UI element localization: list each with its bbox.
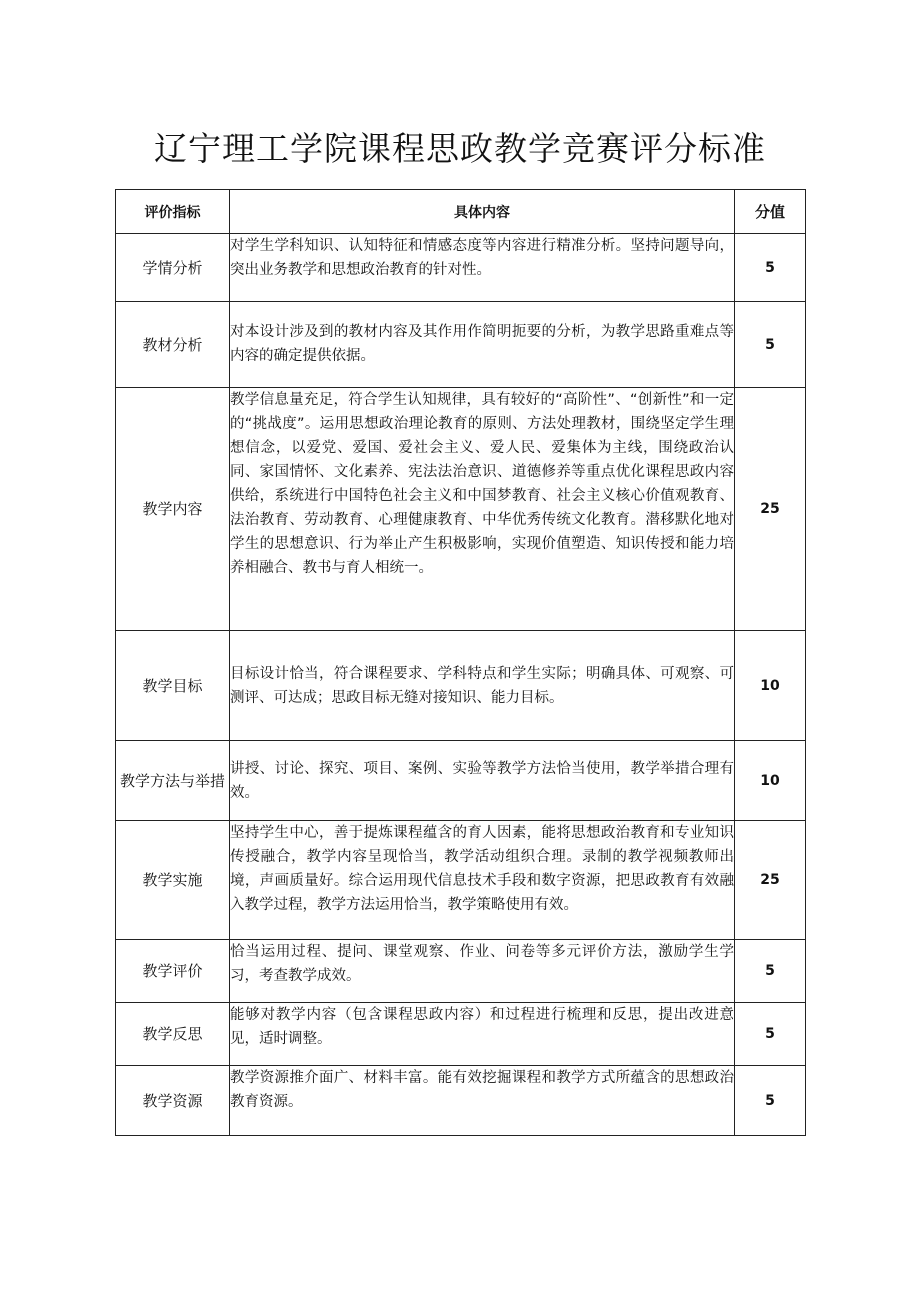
row-score: 5 bbox=[735, 1003, 806, 1066]
header-score: 分值 bbox=[735, 190, 806, 234]
scoring-table bbox=[115, 189, 806, 1136]
page-title: 辽宁理工学院课程思政教学竞赛评分标准 bbox=[154, 129, 766, 168]
row-indicator: 教学反思 bbox=[116, 1003, 230, 1066]
row-indicator: 教材分析 bbox=[116, 302, 230, 388]
row-score: 25 bbox=[735, 388, 806, 631]
row-indicator: 教学内容 bbox=[116, 388, 230, 631]
row-indicator: 教学资源 bbox=[116, 1066, 230, 1136]
row-content: 坚持学生中心，善于提炼课程蕴含的育人因素，能将思想政治教育和专业知识传授融合，教学内容呈现恰当，教学活动组织合理。录制的教学视频教师出境，声画质量好。综合运用现代信息技术手段和数字资源，把思政教育有效融入教学过程，教学方法运用恰当，教学策略使用有效。 bbox=[230, 821, 735, 940]
table-row bbox=[116, 940, 806, 1003]
table-row bbox=[116, 1003, 806, 1066]
row-indicator: 学情分析 bbox=[116, 234, 230, 302]
row-indicator: 教学评价 bbox=[116, 940, 230, 1003]
row-content: 对学生学科知识、认知特征和情感态度等内容进行精准分析。坚持问题导向，突出业务教学和思想政治教育的针对性。 bbox=[230, 234, 735, 302]
table-row bbox=[116, 234, 806, 302]
table-row bbox=[116, 631, 806, 741]
row-content: 目标设计恰当，符合课程要求、学科特点和学生实际；明确具体、可观察、可测评、可达成；思政目标无缝对接知识、能力目标。 bbox=[230, 631, 735, 741]
row-score: 5 bbox=[735, 940, 806, 1003]
row-score: 5 bbox=[735, 302, 806, 388]
table-row bbox=[116, 1066, 806, 1136]
row-indicator: 教学实施 bbox=[116, 821, 230, 940]
header-content: 具体内容 bbox=[230, 190, 735, 234]
row-indicator: 教学目标 bbox=[116, 631, 230, 741]
table-row bbox=[116, 821, 806, 940]
row-content: 能够对教学内容（包含课程思政内容）和过程进行梳理和反思，提出改进意见，适时调整。 bbox=[230, 1003, 735, 1066]
table-header-row bbox=[116, 190, 806, 234]
row-score: 5 bbox=[735, 1066, 806, 1136]
row-score: 10 bbox=[735, 741, 806, 821]
row-content: 恰当运用过程、提问、课堂观察、作业、问卷等多元评价方法，激励学生学习，考查教学成效。 bbox=[230, 940, 735, 1003]
header-indicator: 评价指标 bbox=[116, 190, 230, 234]
row-score: 5 bbox=[735, 234, 806, 302]
table-row bbox=[116, 741, 806, 821]
row-content: 教学信息量充足，符合学生认知规律，具有较好的“高阶性”、“创新性”和一定的“挑战度”。运用思想政治理论教育的原则、方法处理教材，围绕坚定学生理想信念，以爱党、爱国、爱社会主义、爱人民、爱集体为主线，围绕政治认同、家国情怀、文化素养、宪法法治意识、道德修养等重点优化课程思政内容供给，系统进行中国特色社会主义和中国梦教育、社会主义核心价值观教育、法治教育、劳动教育、心理健康教育、中华优秀传统文化教育。潜移默化地对学生的思想意识、行为举止产生积极影响，实现价值塑造、知识传授和能力培养相融合、教书与育人相统一。 bbox=[230, 388, 735, 631]
table-row bbox=[116, 388, 806, 631]
row-indicator: 教学方法与举措 bbox=[116, 741, 230, 821]
row-score: 25 bbox=[735, 821, 806, 940]
row-score: 10 bbox=[735, 631, 806, 741]
table-row bbox=[116, 302, 806, 388]
row-content: 对本设计涉及到的教材内容及其作用作简明扼要的分析，为教学思路重难点等内容的确定提供依据。 bbox=[230, 302, 735, 388]
row-content: 讲授、讨论、探究、项目、案例、实验等教学方法恰当使用，教学举措合理有效。 bbox=[230, 741, 735, 821]
row-content: 教学资源推介面广、材料丰富。能有效挖掘课程和教学方式所蕴含的思想政治教育资源。 bbox=[230, 1066, 735, 1136]
